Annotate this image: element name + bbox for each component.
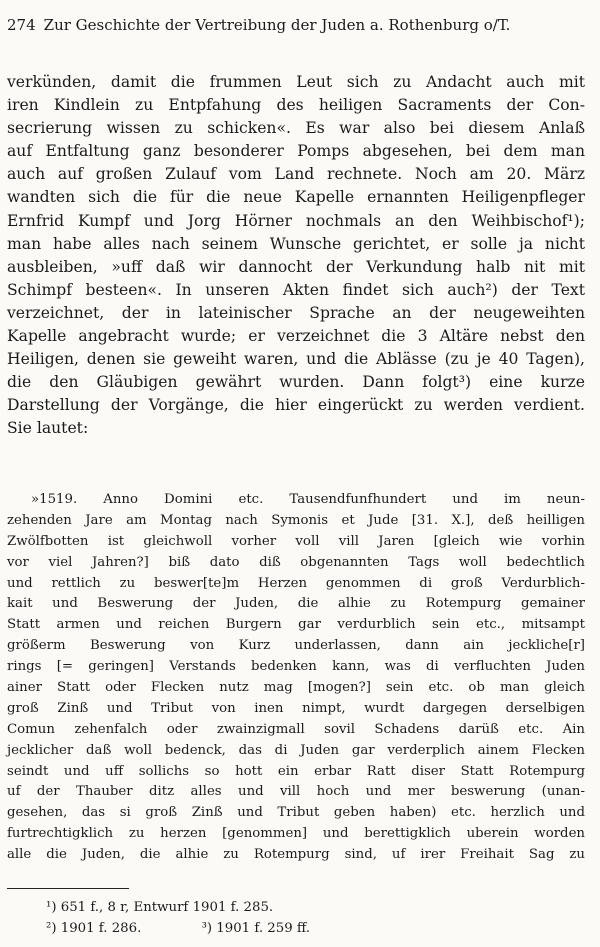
text-line: Ernfrid Kumpf und Jorg Hörner nochmals an den Weihbischof¹); (7, 211, 585, 230)
quote-line: zehenden Jare am Montag nach Symonis et Jude [31. X.], deß heilligen (7, 512, 585, 528)
quote-line: Zwölfbotten ist gleichwoll vorher voll vill Jaren [gleich wie vorhin (7, 533, 585, 549)
text-line: auch auf großen Zulauf vom Land rechnete. Noch am 20. März (7, 165, 585, 184)
text-line: secrierung wissen zu schicken«. Es war also bei diesem Anlaß (7, 119, 585, 138)
text-line: auf Entfaltung ganz besonderer Pomps abgesehen, bei dem man (7, 142, 585, 161)
footnote-3: ³) 1901 f. 259 ff. (201, 921, 311, 936)
quote-line: kait und Beswerung der Juden, die alhie zu Rotempurg gemainer (7, 596, 585, 612)
quote-line: furtrechtigklich zu herzen [genommen] und berettigklich uberein worden (7, 826, 585, 842)
page-number: 274 (7, 16, 36, 34)
quote-line: »1519. Anno Domini etc. Tausendfunfhundert und im neun- (31, 492, 585, 507)
text-line: verzeichnet, der in lateinischer Sprache an der neugeweihten (7, 303, 585, 322)
quote-line: alle die Juden, die alhie zu Rotempurg sind, uf irer Freihait Sag zu (7, 847, 585, 863)
quote-line: ainer Statt oder Flecken nutz mag [mogen?] sein etc. ob man gleich (7, 680, 585, 696)
quote-line: gesehen, das si groß Zinß und Tribut geben haben) etc. herzlich und (7, 805, 585, 821)
text-line: Darstellung der Vorgänge, die hier eingerückt zu werden verdient. (7, 396, 585, 415)
text-line: Kapelle angebracht wurde; er verzeichnet die 3 Altäre nebst den (7, 327, 585, 346)
text-line: Sie lautet: (7, 419, 89, 438)
running-title: Zur Geschichte der Vertreibung der Juden a. Rothenburg o/T. (43, 16, 511, 34)
quote-line: groß Zinß und Tribut von inen nimpt, wurdt dargegen derselbigen (7, 700, 585, 716)
footnotes (46, 897, 366, 939)
quote-line: seindt und uff sollichs so hott ein erbar Ratt diser Statt Rotempurg (7, 763, 585, 779)
text-line: man habe alles nach seinem Wunsche gerichtet, er solle ja nicht (7, 234, 585, 253)
text-line: Schimpf besteen«. In unseren Akten findet sich auch²) der Text (7, 280, 585, 299)
quote-line: vor viel Jahren?] biß dato diß obgenannten Tags woll bedechtlich (7, 554, 585, 570)
quote-line: größerm Beswerung von Kurz underlassen, dann ain jeckliche[r] (7, 638, 585, 654)
footnote-1: ¹) 651 f., 8 r, Entwurf 1901 f. 285. (46, 900, 274, 915)
text-line: wandten sich die für die neue Kapelle ernannten Heiligenpfleger (7, 188, 585, 207)
text-line: verkünden, damit die frummen Leut sich zu Andacht auch mit (7, 73, 585, 91)
main-paragraph (7, 71, 585, 441)
text-line: ausbleiben, »uff daß wir dannocht der Verkundung halb nit mit (7, 257, 585, 276)
quote-line: rings [= geringen] Verstands bedenken kann, was di verfluchten Juden (7, 659, 585, 675)
quote-line: jecklicher daß woll bedenck, das di Juden gar verderplich ainem Flecken (7, 742, 585, 758)
footnote-divider (7, 888, 129, 889)
quoted-document (7, 490, 585, 866)
quote-line: Comun zehenfalch oder zwainzigmall sovil Schadens darüß etc. Ain (7, 721, 585, 737)
text-line: die den Gläubigen gewährt wurden. Dann folgt³) eine kurze (7, 373, 585, 392)
text-line: Heiligen, denen sie geweiht waren, und die Ablässe (zu je 40 Tagen), (7, 350, 585, 369)
quote-line: Statt armen und reichen Burgern gar verdurblich sein etc., mitsampt (7, 617, 585, 633)
text-line: iren Kindlein zu Entpfahung des heiligen Sacraments der Con- (7, 96, 585, 115)
running-header (7, 16, 593, 34)
footnote-2: ²) 1901 f. 286. (46, 921, 142, 936)
quote-line: und rettlich zu beswer[te]m Herzen genommen di groß Verdurblich- (7, 575, 585, 591)
quote-line: uf der Thauber ditz alles und vill hoch und mer beswerung (unan- (7, 784, 585, 800)
